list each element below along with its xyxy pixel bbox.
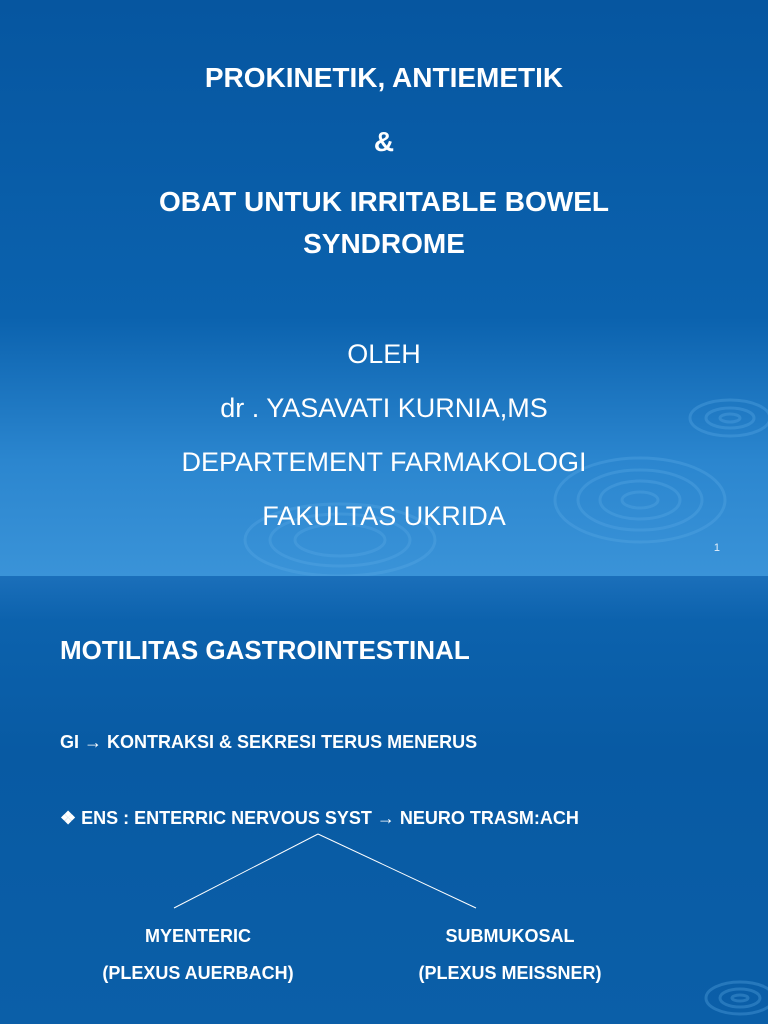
slide-number: 1 xyxy=(713,542,720,554)
slide-heading: MOTILITAS GASTROINTESTINAL xyxy=(60,635,470,665)
neurotransmitter-label: NEURO TRASM:ACH xyxy=(399,808,579,828)
gi-description: KONTRAKSI & SEKRESI TERUS MENERUS xyxy=(107,732,478,752)
title-ampersand: & xyxy=(373,126,395,157)
ens-label: ENS : ENTERRIC NERVOUS SYST xyxy=(81,808,372,828)
diamond-bullet-icon: ❖ xyxy=(60,808,77,828)
title-line-1: PROKINETIK, ANTIEMETIK xyxy=(204,62,564,93)
gi-line xyxy=(60,730,477,754)
auerbach-label: (PLEXUS AUERBACH) xyxy=(102,963,294,983)
myenteric-label: MYENTERIC xyxy=(144,926,251,946)
faculty-name: FAKULTAS UKRIDA xyxy=(262,501,506,531)
gi-label: GI xyxy=(60,732,80,752)
author-name: dr . YASAVATI KURNIA,MS xyxy=(220,393,548,423)
title-line-4: SYNDROME xyxy=(303,228,465,259)
department-name: DEPARTEMENT FARMAKOLOGI xyxy=(181,447,587,477)
ens-line xyxy=(60,806,579,830)
arrow-right-icon: → xyxy=(84,732,103,752)
title-line-3: OBAT UNTUK IRRITABLE BOWEL xyxy=(158,186,610,217)
submukosal-label: SUBMUKOSAL xyxy=(445,926,575,946)
by-label: OLEH xyxy=(347,339,421,369)
meissner-label: (PLEXUS MEISSNER) xyxy=(418,963,602,983)
arrow-right-icon: → xyxy=(376,808,395,828)
